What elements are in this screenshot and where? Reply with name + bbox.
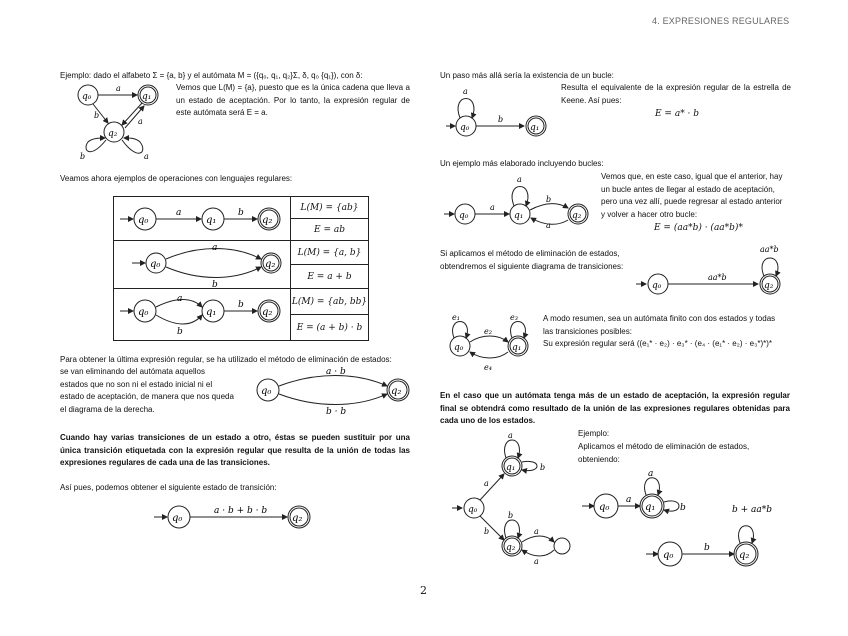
svg-text:a: a [116, 84, 121, 93]
elimination-title: Para obtener la última expresión regular, se ha utilizado el método de eliminación de estados: [60, 355, 392, 364]
svg-text:a: a [546, 221, 551, 230]
table-expr-1: E = ab [291, 219, 369, 241]
svg-text:q₂: q₂ [572, 211, 582, 221]
example-intro: Ejemplo: dado el alfabeto Σ = {a, b} y el autómata M = ({q₀, q₁, q₂}Σ, δ, q₀ {q₁}), con δ: [60, 71, 363, 80]
svg-text:a: a [138, 117, 143, 126]
svg-text:q₀: q₀ [459, 211, 469, 221]
page-header: 4. EXPRESIONES REGULARES [652, 16, 790, 26]
page-number: 2 [420, 584, 427, 597]
summary-text: A modo resumen, sea un autómata finito con dos estados y todas las transiciones posibles: [543, 314, 776, 336]
svg-text:q₀: q₀ [150, 259, 161, 270]
svg-text:b: b [704, 543, 710, 553]
svg-text:e₁: e₁ [452, 313, 460, 322]
svg-text:q₀: q₀ [138, 307, 149, 318]
svg-text:a · b: a · b [326, 367, 346, 377]
svg-text:aa*b: aa*b [708, 273, 727, 282]
svg-text:q₂: q₂ [292, 513, 303, 524]
svg-text:b: b [484, 527, 490, 536]
loop-expression: E = a* · b [655, 109, 700, 119]
elimination-result-text: Si aplicamos el método de eliminación de estados, obtendremos el siguiente diagrama de transiciones: [440, 249, 624, 271]
summary-diagram [440, 310, 530, 380]
svg-text:q₁: q₁ [506, 463, 516, 473]
loop-diagram [440, 82, 560, 138]
svg-text:b: b [546, 195, 552, 204]
svg-text:b + aa*b: b + aa*b [732, 505, 773, 515]
svg-text:q₀: q₀ [652, 281, 662, 291]
svg-text:q₁: q₁ [514, 211, 524, 221]
example-text: Vemos que L(M) = {a}, puesto que es la única cadena que lleva a un estado de aceptación. Por lo tanto, la expresión regular de este autómata será E = a. [176, 83, 410, 118]
svg-text:q₂: q₂ [262, 307, 273, 318]
multi-transitions-text: Cuando hay varias transiciones de un estado a otro, éstas se pueden sustituir por una única transición etiquetada con la expresión regular que resulta de la unión de todas las expresiones regulares de cada una de las transiciones. [60, 433, 410, 468]
svg-text:a: a [508, 431, 513, 440]
svg-text:a: a [484, 479, 489, 488]
dfa-example-diagram [60, 80, 175, 165]
elimination-diagram [246, 366, 416, 416]
table-lang-3: L(M) = {ab, bb} [291, 289, 369, 315]
table-expr-3: E = (a + b) · b [291, 315, 369, 341]
svg-text:q₂: q₂ [262, 215, 273, 226]
svg-text:e₄: e₄ [484, 363, 492, 372]
svg-text:b: b [80, 152, 86, 161]
svg-text:q₀: q₀ [599, 502, 610, 513]
svg-text:q₀: q₀ [663, 550, 674, 561]
ops-intro: Veamos ahora ejemplos de operaciones con lenguajes regulares: [60, 174, 293, 183]
svg-text:a · b + b · b: a · b + b · b [214, 506, 268, 516]
table-row-concat-union-diagram [114, 289, 291, 341]
elimination-result-diagram [634, 244, 794, 296]
svg-text:a: a [144, 152, 149, 161]
svg-text:b: b [238, 208, 244, 218]
example-label: Ejemplo: [578, 429, 610, 438]
svg-text:a: a [176, 208, 182, 218]
svg-text:b · b: b · b [326, 407, 347, 417]
svg-text:b: b [508, 511, 514, 520]
svg-text:a: a [463, 87, 468, 96]
svg-text:q₁: q₁ [206, 215, 217, 226]
svg-text:a: a [517, 175, 522, 184]
svg-text:q₀: q₀ [454, 343, 464, 353]
svg-text:a: a [490, 203, 495, 212]
svg-text:a: a [534, 557, 539, 566]
svg-text:q₁: q₁ [530, 123, 540, 133]
svg-text:q₀: q₀ [172, 513, 183, 524]
svg-text:q₀: q₀ [468, 505, 478, 515]
svg-text:e₃: e₃ [510, 313, 518, 322]
state-q1: q₁ [142, 92, 152, 102]
svg-text:q₂: q₂ [265, 259, 276, 270]
multi-accept-diagram [450, 430, 570, 570]
svg-text:b: b [238, 300, 244, 310]
svg-text:q₂: q₂ [391, 386, 402, 397]
elaborate-expression: E = (aa*b) · (aa*b)* [654, 223, 743, 233]
elimination-text: se van eliminando del autómata aquellos estados que no son ni el estado inicial ni el estado de aceptación, de manera que nos queda el diagrama de la derecha. [60, 367, 234, 414]
svg-text:e₂: e₂ [484, 327, 492, 336]
example-right-text: Aplicamos el método de eliminación de estados, obteniendo: [578, 442, 750, 464]
svg-text:q₀: q₀ [460, 123, 470, 133]
table-lang-1: L(M) = {ab} [291, 197, 369, 219]
svg-text:a: a [648, 469, 654, 479]
summary-expression: Su expresión regular será ((e₁* · e₂) · e₃* · (e₄ · (e₁* · e₂) · e₃*)*)* [543, 339, 773, 348]
table-expr-2: E = a + b [291, 265, 369, 289]
multi-accept-result-diagram [580, 470, 780, 580]
svg-text:a: a [534, 527, 539, 536]
svg-text:aa*b: aa*b [760, 245, 779, 254]
svg-text:b: b [94, 111, 100, 120]
svg-text:q₀: q₀ [261, 386, 272, 397]
loop-text: Resulta el equivalente de la expresión regular de la estrella de Keene. Así pues: [561, 83, 791, 105]
resulting-transition-diagram [150, 502, 320, 536]
svg-text:a: a [177, 294, 183, 304]
table-lang-2: L(M) = {a, b} [291, 241, 369, 265]
svg-text:b: b [212, 280, 218, 290]
elaborate-diagram [440, 172, 600, 228]
elaborate-intro: Un ejemplo más elaborado incluyendo bucles: [440, 159, 604, 168]
operations-table [113, 196, 369, 341]
svg-text:q₂: q₂ [506, 543, 516, 553]
elaborate-text: Vemos que, en este caso, igual que el anterior, hay un bucle antes de llegar al estado de aceptación, pero una vez allí, puede regresar al estado anterior y volver a hacer otro bucle: [601, 172, 783, 219]
svg-text:q₀: q₀ [138, 215, 149, 226]
svg-text:q₁: q₁ [512, 343, 522, 353]
svg-text:b: b [177, 327, 183, 337]
therefore-text: Así pues, podemos obtener el siguiente estado de transición: [60, 483, 277, 492]
svg-text:q₁: q₁ [645, 502, 656, 513]
state-q2: q₂ [108, 129, 118, 139]
table-row-union-diagram [114, 241, 291, 289]
svg-text:q₁: q₁ [206, 307, 217, 318]
state-q0: q₀ [82, 92, 92, 102]
svg-text:b: b [680, 503, 686, 513]
table-row-concat-diagram [114, 197, 291, 241]
multi-accept-text: En el caso que un autómata tenga más de un estado de aceptación, la expresión regular final se obtendrá como resultado de la unión de las expresiones regulares obtenidas para cada uno de los estados. [440, 391, 790, 426]
svg-text:q₂: q₂ [739, 550, 750, 561]
svg-text:b: b [540, 463, 546, 472]
loop-intro: Un paso más allá sería la existencia de un bucle: [440, 71, 614, 80]
svg-text:q₂: q₂ [764, 281, 774, 291]
svg-text:a: a [626, 495, 632, 505]
svg-text:a: a [212, 243, 218, 253]
svg-text:b: b [498, 115, 504, 124]
